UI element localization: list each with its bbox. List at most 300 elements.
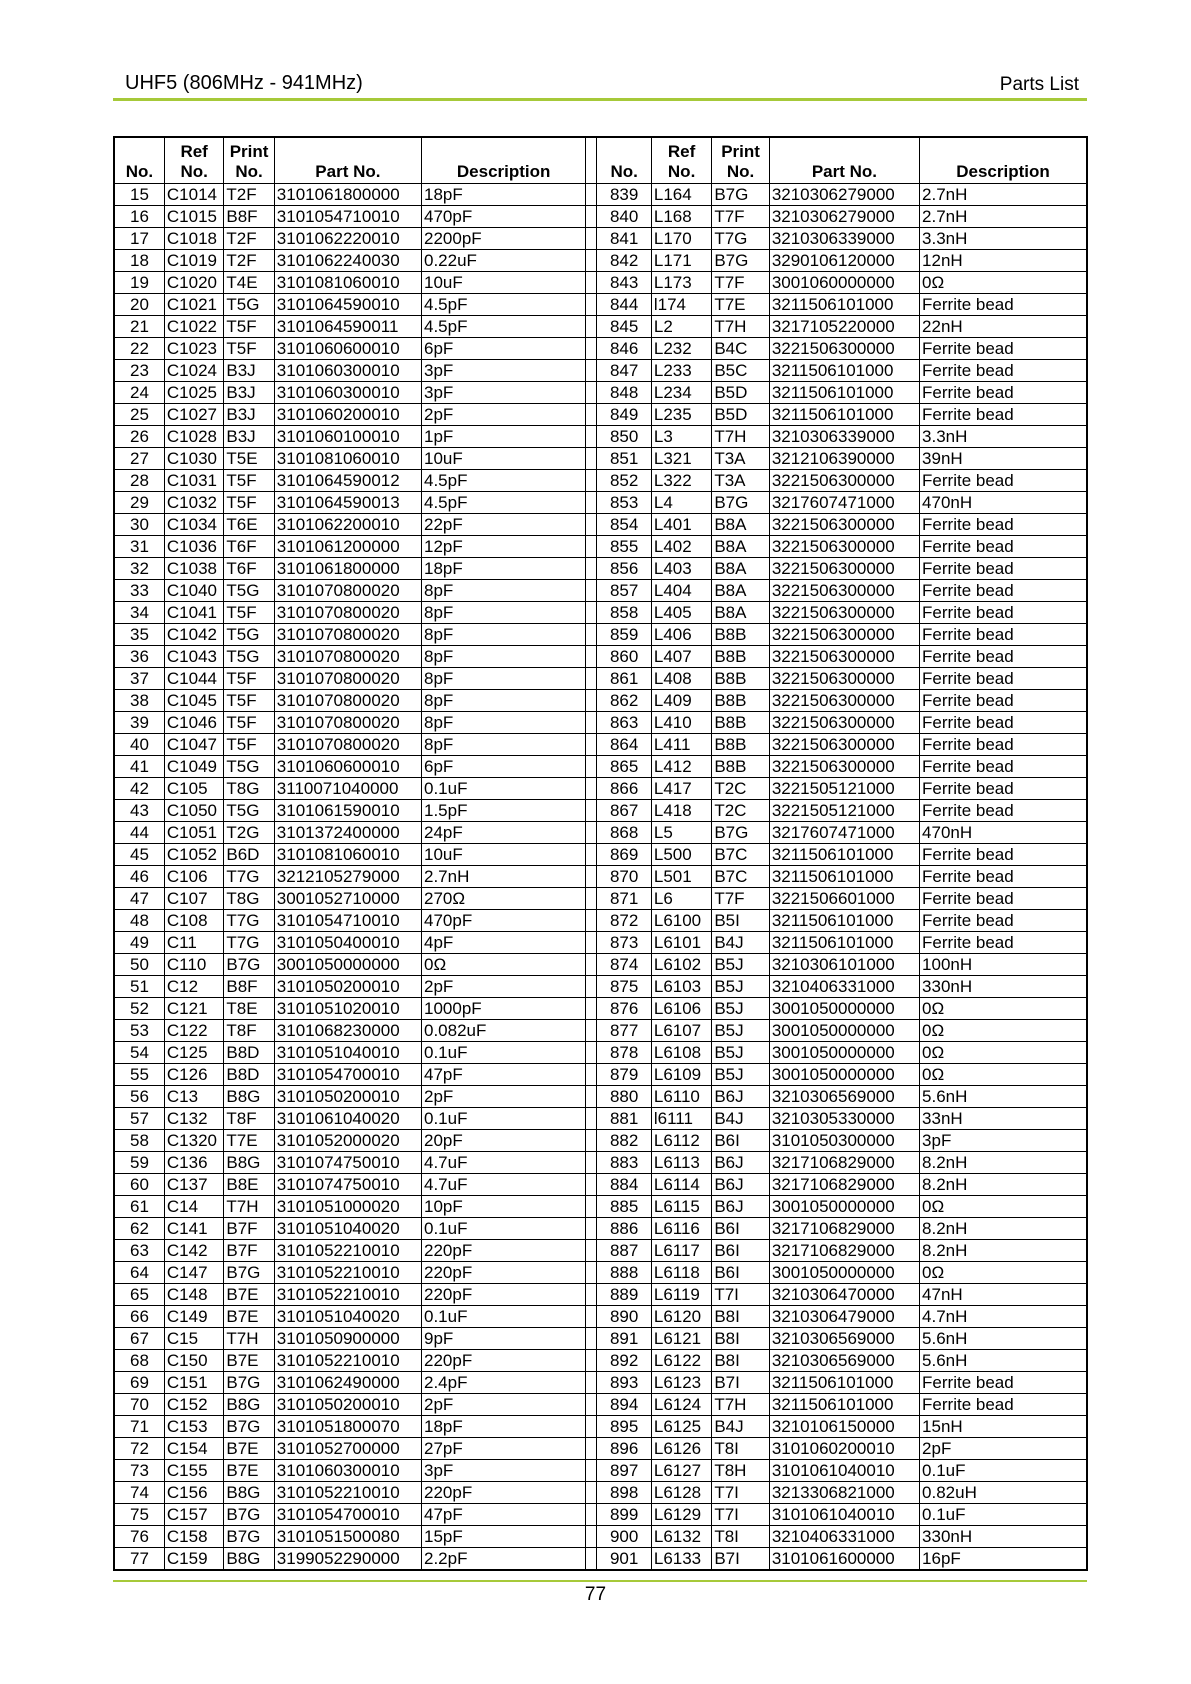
right-no-cell: 878	[597, 1042, 651, 1064]
left-ref-cell: C1030	[164, 448, 223, 470]
left-ref-cell: C156	[164, 1482, 223, 1504]
column-gap	[586, 866, 597, 888]
left-part-cell: 3101051040010	[274, 1042, 421, 1064]
right-ref-cell: L405	[651, 602, 711, 624]
table-row	[114, 1504, 1087, 1526]
table-row	[114, 492, 1087, 514]
left-desc-cell: 1000pF	[422, 998, 586, 1020]
right-desc-cell: 470nH	[920, 492, 1087, 514]
right-part-cell: 3221506300000	[769, 646, 919, 668]
column-gap	[586, 448, 597, 470]
right-print-cell: B8A	[712, 580, 769, 602]
page-number: 77	[584, 1584, 607, 1605]
left-part-cell: 3101061800000	[274, 558, 421, 580]
left-desc-cell: 2.2pF	[422, 1548, 586, 1571]
col-header-print-right: Print No.	[712, 137, 769, 184]
left-ref-cell: C1021	[164, 294, 223, 316]
table-row	[114, 998, 1087, 1020]
column-gap	[586, 668, 597, 690]
left-print-cell: T5G	[224, 294, 274, 316]
left-print-cell: T5G	[224, 800, 274, 822]
right-ref-cell: l6111	[651, 1108, 711, 1130]
left-ref-cell: C1041	[164, 602, 223, 624]
right-ref-cell: L2	[651, 316, 711, 338]
left-desc-cell: 3pF	[422, 360, 586, 382]
right-desc-cell: Ferrite bead	[920, 932, 1087, 954]
right-print-cell: B7G	[712, 184, 769, 206]
left-print-cell: B3J	[224, 360, 274, 382]
left-print-cell: B7F	[224, 1240, 274, 1262]
table-row	[114, 580, 1087, 602]
right-no-cell: 887	[597, 1240, 651, 1262]
table-row	[114, 1284, 1087, 1306]
column-gap	[586, 206, 597, 228]
left-part-cell: 3101050400010	[274, 932, 421, 954]
table-row	[114, 1020, 1087, 1042]
right-ref-cell: L6112	[651, 1130, 711, 1152]
left-part-cell: 3101064590012	[274, 470, 421, 492]
left-part-cell: 3101064590013	[274, 492, 421, 514]
left-no-cell: 25	[114, 404, 164, 426]
right-ref-cell: L168	[651, 206, 711, 228]
left-print-cell: B8G	[224, 1086, 274, 1108]
left-ref-cell: C15	[164, 1328, 223, 1350]
right-ref-cell: L6102	[651, 954, 711, 976]
table-row	[114, 822, 1087, 844]
right-print-cell: B7G	[712, 822, 769, 844]
left-desc-cell: 8pF	[422, 712, 586, 734]
right-desc-cell: 3.3nH	[920, 228, 1087, 250]
left-no-cell: 22	[114, 338, 164, 360]
left-part-cell: 3101054710010	[274, 206, 421, 228]
left-desc-cell: 2pF	[422, 976, 586, 998]
left-no-cell: 38	[114, 690, 164, 712]
table-row	[114, 316, 1087, 338]
right-print-cell: B8A	[712, 602, 769, 624]
right-part-cell: 3211506101000	[769, 1394, 919, 1416]
right-ref-cell: L6118	[651, 1262, 711, 1284]
left-ref-cell: C158	[164, 1526, 223, 1548]
left-part-cell: 3101051040020	[274, 1218, 421, 1240]
left-no-cell: 54	[114, 1042, 164, 1064]
left-desc-cell: 3pF	[422, 1460, 586, 1482]
left-desc-cell: 220pF	[422, 1262, 586, 1284]
column-gap	[586, 1108, 597, 1130]
right-print-cell: T7I	[712, 1504, 769, 1526]
table-row	[114, 1108, 1087, 1130]
right-part-cell: 3221506300000	[769, 734, 919, 756]
left-no-cell: 59	[114, 1152, 164, 1174]
left-desc-cell: 0.1uF	[422, 1042, 586, 1064]
left-ref-cell: C1320	[164, 1130, 223, 1152]
right-no-cell: 858	[597, 602, 651, 624]
left-no-cell: 21	[114, 316, 164, 338]
right-desc-cell: 8.2nH	[920, 1240, 1087, 1262]
right-desc-cell: 0Ω	[920, 272, 1087, 294]
right-ref-cell: L6125	[651, 1416, 711, 1438]
left-desc-cell: 20pF	[422, 1130, 586, 1152]
left-ref-cell: C12	[164, 976, 223, 998]
column-gap	[586, 1196, 597, 1218]
table-row	[114, 360, 1087, 382]
right-part-cell: 3211506101000	[769, 360, 919, 382]
column-gap	[586, 514, 597, 536]
right-desc-cell: 47nH	[920, 1284, 1087, 1306]
left-desc-cell: 220pF	[422, 1482, 586, 1504]
right-desc-cell: Ferrite bead	[920, 756, 1087, 778]
column-gap	[586, 1438, 597, 1460]
left-part-cell: 3101051000020	[274, 1196, 421, 1218]
right-desc-cell: 39nH	[920, 448, 1087, 470]
right-desc-cell: 2pF	[920, 1438, 1087, 1460]
right-part-cell: 3221506300000	[769, 690, 919, 712]
right-no-cell: 880	[597, 1086, 651, 1108]
right-no-cell: 848	[597, 382, 651, 404]
right-no-cell: 851	[597, 448, 651, 470]
right-part-cell: 3210306279000	[769, 184, 919, 206]
left-no-cell: 74	[114, 1482, 164, 1504]
col-header-no-right: No.	[597, 137, 651, 184]
right-no-cell: 852	[597, 470, 651, 492]
right-print-cell: B6I	[712, 1218, 769, 1240]
left-ref-cell: C1047	[164, 734, 223, 756]
right-part-cell: 3001060000000	[769, 272, 919, 294]
column-gap	[586, 800, 597, 822]
left-ref-cell: C1036	[164, 536, 223, 558]
column-gap	[586, 932, 597, 954]
table-row	[114, 690, 1087, 712]
right-ref-cell: L6113	[651, 1152, 711, 1174]
right-ref-cell: L6127	[651, 1460, 711, 1482]
left-part-cell: 3212105279000	[274, 866, 421, 888]
left-part-cell: 3101070800020	[274, 668, 421, 690]
right-desc-cell: Ferrite bead	[920, 624, 1087, 646]
right-print-cell: B6J	[712, 1086, 769, 1108]
right-part-cell: 3217105220000	[769, 316, 919, 338]
left-ref-cell: C1023	[164, 338, 223, 360]
left-desc-cell: 10uF	[422, 448, 586, 470]
column-gap	[586, 536, 597, 558]
left-no-cell: 55	[114, 1064, 164, 1086]
right-part-cell: 3001050000000	[769, 1042, 919, 1064]
right-print-cell: B8A	[712, 558, 769, 580]
left-no-cell: 68	[114, 1350, 164, 1372]
right-part-cell: 3001050000000	[769, 1196, 919, 1218]
left-part-cell: 3101081060010	[274, 272, 421, 294]
right-part-cell: 3210306339000	[769, 228, 919, 250]
left-part-cell: 3001050000000	[274, 954, 421, 976]
left-no-cell: 45	[114, 844, 164, 866]
table-row	[114, 272, 1087, 294]
left-part-cell: 3101054700010	[274, 1064, 421, 1086]
left-no-cell: 39	[114, 712, 164, 734]
right-desc-cell: 0Ω	[920, 1262, 1087, 1284]
right-part-cell: 3101061040010	[769, 1460, 919, 1482]
left-ref-cell: C14	[164, 1196, 223, 1218]
right-print-cell: B5J	[712, 1020, 769, 1042]
left-print-cell: B8G	[224, 1152, 274, 1174]
right-desc-cell: Ferrite bead	[920, 800, 1087, 822]
left-print-cell: B7E	[224, 1438, 274, 1460]
table-row	[114, 1394, 1087, 1416]
right-ref-cell: L164	[651, 184, 711, 206]
right-print-cell: T7H	[712, 426, 769, 448]
left-part-cell: 3101081060010	[274, 448, 421, 470]
right-no-cell: 867	[597, 800, 651, 822]
left-no-cell: 41	[114, 756, 164, 778]
right-ref-cell: L322	[651, 470, 711, 492]
right-desc-cell: 33nH	[920, 1108, 1087, 1130]
left-part-cell: 3101060600010	[274, 338, 421, 360]
right-no-cell: 840	[597, 206, 651, 228]
right-desc-cell: 8.2nH	[920, 1152, 1087, 1174]
column-gap	[586, 1262, 597, 1284]
column-gap	[586, 1064, 597, 1086]
right-part-cell: 3217106829000	[769, 1218, 919, 1240]
left-desc-cell: 1.5pF	[422, 800, 586, 822]
left-no-cell: 34	[114, 602, 164, 624]
left-ref-cell: C155	[164, 1460, 223, 1482]
left-desc-cell: 0.1uF	[422, 1218, 586, 1240]
document-title: UHF5 (806MHz - 941MHz)	[125, 72, 363, 94]
right-print-cell: T7G	[712, 228, 769, 250]
left-print-cell: T7G	[224, 910, 274, 932]
right-no-cell: 871	[597, 888, 651, 910]
left-print-cell: T6F	[224, 558, 274, 580]
left-desc-cell: 47pF	[422, 1064, 586, 1086]
right-no-cell: 890	[597, 1306, 651, 1328]
right-no-cell: 856	[597, 558, 651, 580]
right-part-cell: 3221506300000	[769, 338, 919, 360]
right-part-cell: 3211506101000	[769, 1372, 919, 1394]
right-ref-cell: L403	[651, 558, 711, 580]
left-desc-cell: 15pF	[422, 1526, 586, 1548]
right-desc-cell: 0Ω	[920, 1042, 1087, 1064]
right-print-cell: B8A	[712, 536, 769, 558]
right-no-cell: 859	[597, 624, 651, 646]
table-row	[114, 294, 1087, 316]
left-part-cell: 3101074750010	[274, 1174, 421, 1196]
right-ref-cell: L6122	[651, 1350, 711, 1372]
left-ref-cell: C1014	[164, 184, 223, 206]
left-print-cell: B7E	[224, 1460, 274, 1482]
left-desc-cell: 2200pF	[422, 228, 586, 250]
left-no-cell: 16	[114, 206, 164, 228]
right-no-cell: 889	[597, 1284, 651, 1306]
left-ref-cell: C122	[164, 1020, 223, 1042]
left-part-cell: 3101061040020	[274, 1108, 421, 1130]
parts-table	[113, 136, 1088, 1571]
right-part-cell: 3211506101000	[769, 404, 919, 426]
left-desc-cell: 8pF	[422, 646, 586, 668]
left-print-cell: B8G	[224, 1394, 274, 1416]
left-part-cell: 3101074750010	[274, 1152, 421, 1174]
right-no-cell: 891	[597, 1328, 651, 1350]
right-part-cell: 3221505121000	[769, 778, 919, 800]
right-part-cell: 3210406331000	[769, 976, 919, 998]
left-ref-cell: C125	[164, 1042, 223, 1064]
left-part-cell: 3101372400000	[274, 822, 421, 844]
table-row	[114, 778, 1087, 800]
left-no-cell: 52	[114, 998, 164, 1020]
right-print-cell: B7G	[712, 250, 769, 272]
right-desc-cell: 0.82uH	[920, 1482, 1087, 1504]
left-no-cell: 75	[114, 1504, 164, 1526]
right-part-cell: 3221506300000	[769, 668, 919, 690]
right-ref-cell: L6110	[651, 1086, 711, 1108]
column-gap	[586, 844, 597, 866]
right-no-cell: 861	[597, 668, 651, 690]
left-ref-cell: C157	[164, 1504, 223, 1526]
right-print-cell: T8H	[712, 1460, 769, 1482]
right-ref-cell: l174	[651, 294, 711, 316]
left-ref-cell: C1018	[164, 228, 223, 250]
column-gap	[586, 756, 597, 778]
left-no-cell: 58	[114, 1130, 164, 1152]
table-row	[114, 1416, 1087, 1438]
right-ref-cell: L173	[651, 272, 711, 294]
left-no-cell: 36	[114, 646, 164, 668]
table-row	[114, 1460, 1087, 1482]
right-ref-cell: L407	[651, 646, 711, 668]
right-print-cell: B6J	[712, 1174, 769, 1196]
table-row	[114, 734, 1087, 756]
table-row	[114, 536, 1087, 558]
right-part-cell: 3001050000000	[769, 998, 919, 1020]
right-desc-cell: 5.6nH	[920, 1350, 1087, 1372]
table-row	[114, 646, 1087, 668]
right-no-cell: 841	[597, 228, 651, 250]
right-part-cell: 3210306569000	[769, 1350, 919, 1372]
left-no-cell: 76	[114, 1526, 164, 1548]
column-gap	[586, 1504, 597, 1526]
table-row	[114, 712, 1087, 734]
right-ref-cell: L411	[651, 734, 711, 756]
table-row	[114, 1262, 1087, 1284]
right-no-cell: 896	[597, 1438, 651, 1460]
right-print-cell: B5J	[712, 1042, 769, 1064]
left-ref-cell: C1020	[164, 272, 223, 294]
right-ref-cell: L6128	[651, 1482, 711, 1504]
right-desc-cell: Ferrite bead	[920, 734, 1087, 756]
column-gap	[586, 272, 597, 294]
right-print-cell: B5J	[712, 998, 769, 1020]
left-part-cell: 3101052000020	[274, 1130, 421, 1152]
right-desc-cell: Ferrite bead	[920, 602, 1087, 624]
left-no-cell: 19	[114, 272, 164, 294]
left-desc-cell: 24pF	[422, 822, 586, 844]
column-gap	[586, 250, 597, 272]
table-row	[114, 1350, 1087, 1372]
left-no-cell: 23	[114, 360, 164, 382]
left-no-cell: 46	[114, 866, 164, 888]
right-desc-cell: Ferrite bead	[920, 888, 1087, 910]
table-row	[114, 1240, 1087, 1262]
table-row	[114, 1130, 1087, 1152]
left-part-cell: 3101052700000	[274, 1438, 421, 1460]
left-ref-cell: C1022	[164, 316, 223, 338]
left-desc-cell: 270Ω	[422, 888, 586, 910]
column-gap	[586, 822, 597, 844]
right-print-cell: T7F	[712, 206, 769, 228]
column-gap	[586, 1548, 597, 1571]
column-gap	[586, 1328, 597, 1350]
right-ref-cell: L6120	[651, 1306, 711, 1328]
right-no-cell: 854	[597, 514, 651, 536]
table-row	[114, 1196, 1087, 1218]
left-desc-cell: 4.7uF	[422, 1174, 586, 1196]
left-no-cell: 29	[114, 492, 164, 514]
right-print-cell: B4J	[712, 1108, 769, 1130]
table-row	[114, 866, 1087, 888]
right-no-cell: 843	[597, 272, 651, 294]
column-gap	[586, 1130, 597, 1152]
table-row	[114, 514, 1087, 536]
right-no-cell: 862	[597, 690, 651, 712]
column-gap	[586, 338, 597, 360]
right-no-cell: 901	[597, 1548, 651, 1571]
right-part-cell: 3211506101000	[769, 844, 919, 866]
left-no-cell: 60	[114, 1174, 164, 1196]
right-desc-cell: 0.1uF	[920, 1504, 1087, 1526]
left-desc-cell: 1pF	[422, 426, 586, 448]
right-print-cell: B4J	[712, 1416, 769, 1438]
table-row	[114, 888, 1087, 910]
table-row	[114, 1526, 1087, 1548]
left-no-cell: 15	[114, 184, 164, 206]
right-print-cell: B8I	[712, 1328, 769, 1350]
right-ref-cell: L6132	[651, 1526, 711, 1548]
left-part-cell: 3101062240030	[274, 250, 421, 272]
left-part-cell: 3101060600010	[274, 756, 421, 778]
left-part-cell: 3101050200010	[274, 976, 421, 998]
table-row	[114, 624, 1087, 646]
right-part-cell: 3217106829000	[769, 1240, 919, 1262]
right-print-cell: T3A	[712, 470, 769, 492]
right-no-cell: 850	[597, 426, 651, 448]
right-ref-cell: L409	[651, 690, 711, 712]
column-gap	[586, 1042, 597, 1064]
left-print-cell: T5G	[224, 646, 274, 668]
right-print-cell: T8I	[712, 1526, 769, 1548]
left-no-cell: 73	[114, 1460, 164, 1482]
parts-table-body	[114, 184, 1087, 1571]
left-desc-cell: 470pF	[422, 910, 586, 932]
left-ref-cell: C141	[164, 1218, 223, 1240]
left-part-cell: 3101050200010	[274, 1086, 421, 1108]
table-row	[114, 228, 1087, 250]
right-desc-cell: Ferrite bead	[920, 690, 1087, 712]
right-desc-cell: 5.6nH	[920, 1328, 1087, 1350]
left-ref-cell: C136	[164, 1152, 223, 1174]
left-part-cell: 3101061800000	[274, 184, 421, 206]
right-print-cell: B8I	[712, 1306, 769, 1328]
left-print-cell: B3J	[224, 426, 274, 448]
section-title: Parts List	[999, 74, 1079, 95]
left-no-cell: 62	[114, 1218, 164, 1240]
right-desc-cell: Ferrite bead	[920, 910, 1087, 932]
right-desc-cell: Ferrite bead	[920, 580, 1087, 602]
left-ref-cell: C1043	[164, 646, 223, 668]
left-print-cell: B7G	[224, 1262, 274, 1284]
left-no-cell: 43	[114, 800, 164, 822]
table-row	[114, 1328, 1087, 1350]
left-desc-cell: 4.5pF	[422, 492, 586, 514]
right-no-cell: 885	[597, 1196, 651, 1218]
right-desc-cell: Ferrite bead	[920, 470, 1087, 492]
right-desc-cell: Ferrite bead	[920, 646, 1087, 668]
right-desc-cell: 8.2nH	[920, 1174, 1087, 1196]
